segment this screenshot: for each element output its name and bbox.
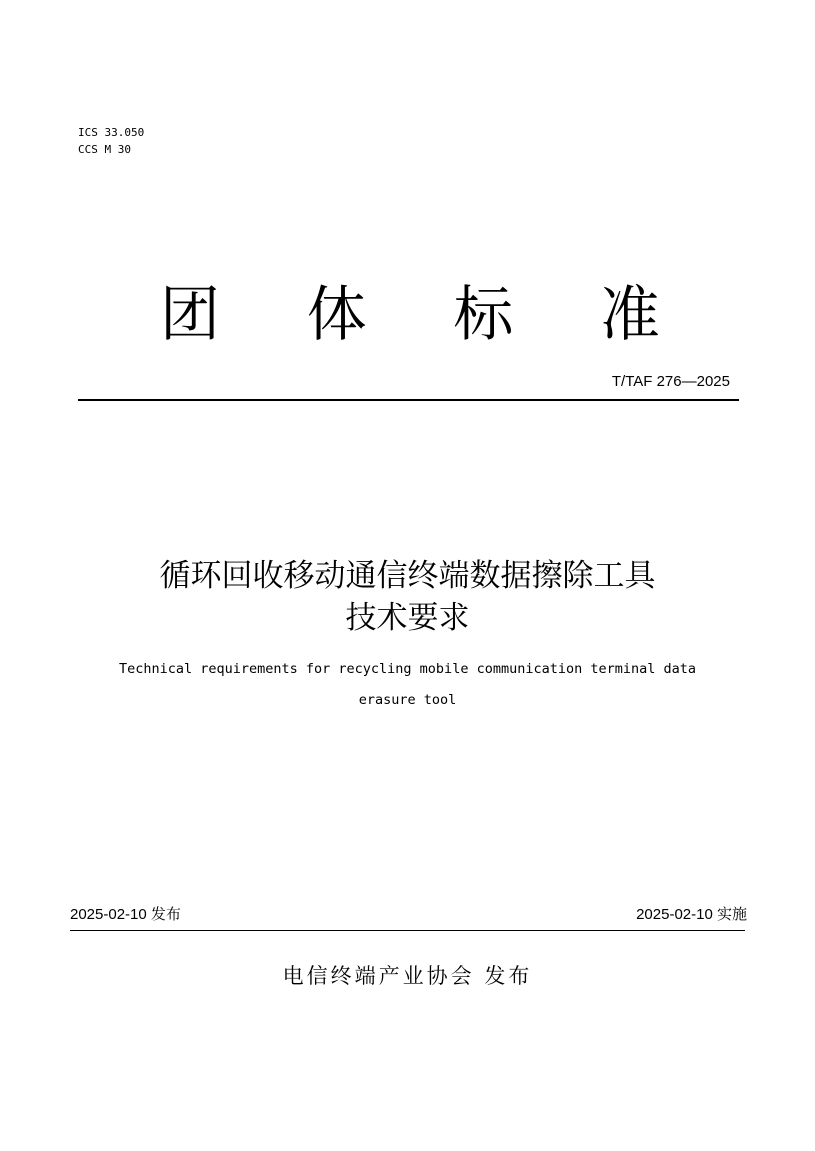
title-char-4: 准 xyxy=(599,280,660,350)
classification-codes xyxy=(78,124,144,158)
title-char-3: 标 xyxy=(453,280,514,350)
effective-date: 2025-02-10 实施 xyxy=(636,906,747,923)
chinese-title-line-1: 循环回收移动通信终端数据擦除工具 xyxy=(159,558,656,594)
ics-code: ICS 33.050 xyxy=(78,126,145,139)
ccs-code: CCS M 30 xyxy=(78,143,131,156)
english-title-line-1: Technical requirements for recycling mobile communication terminal data xyxy=(118,661,697,677)
header-divider xyxy=(78,399,739,401)
publish-date: 2025-02-10 发布 xyxy=(70,906,181,923)
footer-divider xyxy=(70,930,745,931)
standard-type-title xyxy=(160,280,660,350)
title-char-2: 体 xyxy=(306,280,367,350)
english-title-line-2: erasure tool xyxy=(358,692,457,708)
chinese-title-line-2: 技术要求 xyxy=(345,600,470,636)
standard-number: T/TAF 276—2025 xyxy=(611,373,730,390)
publisher: 电信终端产业协会 发布 xyxy=(282,964,533,988)
title-char-1: 团 xyxy=(160,280,220,350)
